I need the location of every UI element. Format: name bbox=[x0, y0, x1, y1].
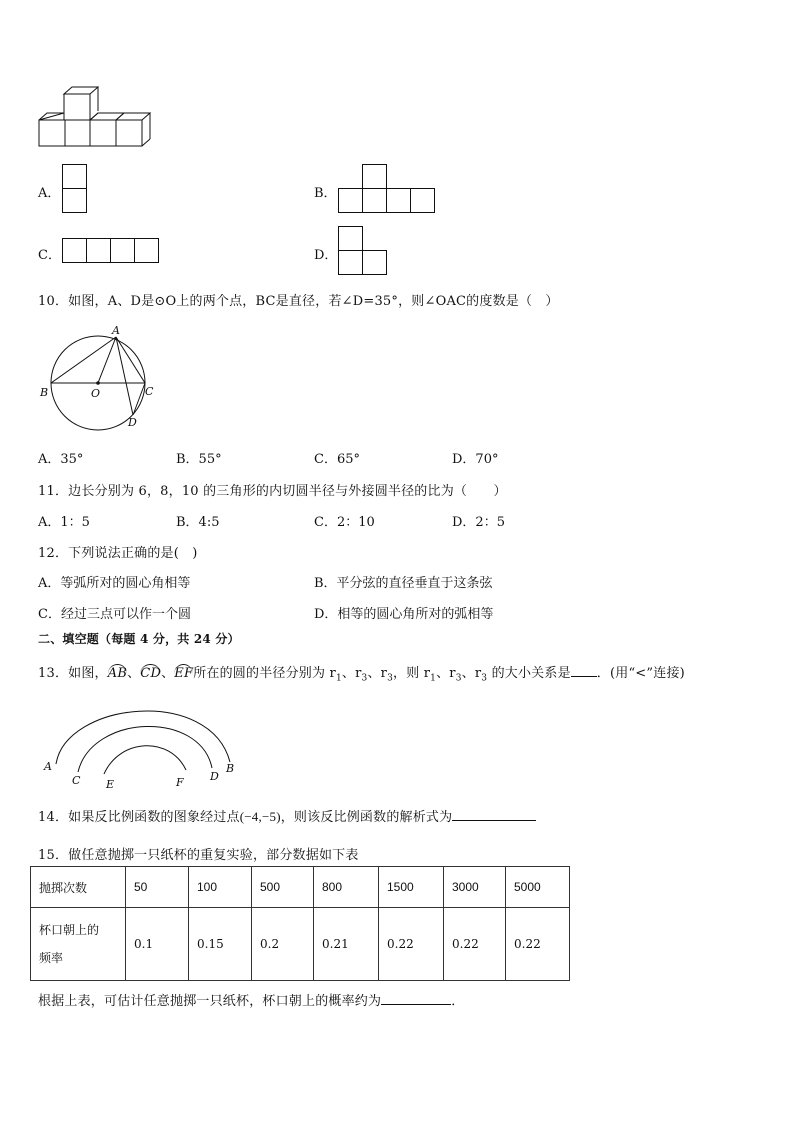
q10-label-d: D bbox=[128, 416, 137, 429]
q13-sep-1: 、 bbox=[127, 666, 141, 681]
q10-label-c: C bbox=[145, 385, 154, 398]
table-cell: 50 bbox=[126, 867, 189, 908]
q10-stem: 10．如图，A、D是⊙O上的两个点，BC是直径，若∠D=35°，则∠OAC的度数是（ ） bbox=[38, 294, 559, 309]
q10-label-o: O bbox=[91, 387, 101, 400]
q9-option-b-figure bbox=[338, 164, 436, 214]
q14-stem bbox=[38, 806, 536, 825]
table-cell: 5000 bbox=[506, 867, 570, 908]
q11-option-c: C．2：10 bbox=[314, 515, 375, 530]
q10-label-a: A bbox=[112, 324, 120, 337]
row-label-line-2: 频率 bbox=[39, 951, 64, 965]
q12-stem: 12．下列说法正确的是( ) bbox=[38, 546, 198, 561]
table-cell: 100 bbox=[189, 867, 252, 908]
q15-conclusion-end: ． bbox=[451, 994, 465, 1009]
q14-answer-blank[interactable] bbox=[452, 808, 536, 821]
q13-answer-blank[interactable] bbox=[571, 664, 597, 677]
q14-point: (−4,−5) bbox=[239, 809, 281, 824]
q13-label-b: B bbox=[226, 762, 235, 775]
q15-stem: 15．做任意抛掷一只纸杯的重复实验，部分数据如下表 bbox=[38, 848, 359, 863]
q10-label-b: B bbox=[40, 386, 49, 399]
table-header-frequency bbox=[31, 908, 126, 981]
q13-label-e: E bbox=[106, 778, 115, 791]
q9-option-d-label: D． bbox=[314, 248, 338, 263]
q13-arc-ab: AB bbox=[107, 666, 128, 681]
q13-label-d: D bbox=[210, 770, 219, 783]
q9-option-c-label: C． bbox=[38, 248, 61, 263]
table-cell: 0.22 bbox=[379, 908, 444, 981]
q14-tail: ，则该反比例函数的解析式为 bbox=[280, 810, 453, 825]
q9-option-b-label: B． bbox=[314, 186, 337, 201]
q9-option-c-figure bbox=[62, 238, 160, 264]
q15-frequency-table bbox=[30, 866, 570, 981]
table-row bbox=[31, 867, 570, 908]
section-title-fill-in: 二、填空题（每题 4 分，共 24 分） bbox=[38, 632, 240, 646]
q10-option-c: C．65° bbox=[314, 452, 360, 467]
q13-label-f: F bbox=[176, 776, 184, 789]
q9-option-a-figure bbox=[62, 164, 88, 214]
q15-answer-blank[interactable] bbox=[381, 992, 451, 1005]
q12-option-b: B．平分弦的直径垂直于这条弦 bbox=[314, 576, 493, 591]
q10-circle-figure bbox=[36, 322, 166, 432]
q12-option-d: D．相等的圆心角所对的弧相等 bbox=[314, 607, 494, 622]
q15-conclusion-text: 根据上表，可估计任意抛掷一只纸杯，杯口朝上的概率约为 bbox=[38, 994, 382, 1009]
table-cell: 0.2 bbox=[252, 908, 314, 981]
q13-arcs-figure bbox=[40, 692, 240, 790]
row-label-line-1: 杯口朝上的 bbox=[39, 923, 100, 937]
table-cell: 800 bbox=[314, 867, 379, 908]
table-cell: 0.22 bbox=[444, 908, 506, 981]
q9-option-a-label: A． bbox=[38, 186, 61, 201]
table-cell: 0.21 bbox=[314, 908, 379, 981]
q12-option-c: C．经过三点可以作一个圆 bbox=[38, 607, 191, 622]
q13-label-c: C bbox=[72, 774, 81, 787]
table-cell: 0.15 bbox=[189, 908, 252, 981]
q9-cube-figure bbox=[38, 86, 154, 148]
q15-conclusion bbox=[38, 990, 464, 1009]
q11-option-a: A．1：5 bbox=[38, 515, 90, 530]
q13-prefix: 13．如图， bbox=[38, 666, 108, 681]
q13-label-a: A bbox=[44, 760, 52, 773]
table-cell: 1500 bbox=[379, 867, 444, 908]
q14-stem-text: 14．如果反比例函数的图象经过点 bbox=[38, 810, 240, 825]
q13-arc-cd: CD bbox=[140, 666, 162, 681]
table-cell: 500 bbox=[252, 867, 314, 908]
q13-tail: ．(用“<”连接) bbox=[596, 666, 685, 681]
q11-option-d: D．2：5 bbox=[452, 515, 505, 530]
q13-arc-ef: EF bbox=[174, 666, 194, 681]
q10-option-b: B．55° bbox=[176, 452, 222, 467]
q11-option-b: B．4:5 bbox=[176, 515, 220, 530]
q11-stem: 11．边长分别为 6，8，10 的三角形的内切圆半径与外接圆半径的比为（ ） bbox=[38, 484, 507, 499]
table-header-count: 抛掷次数 bbox=[31, 867, 126, 908]
table-cell: 0.1 bbox=[126, 908, 189, 981]
table-cell: 3000 bbox=[444, 867, 506, 908]
q13-stem: 13．如图，AB、CD、EF所在的圆的半径分别为 $r_1$、$r_3$、$r_3$，则 $r_1$、$r_3$、$r_3$ 的大小关系是 ．(用“<”连接) bbox=[38, 666, 685, 684]
q9-option-d-figure bbox=[338, 226, 388, 276]
q13-sep-2: 、 bbox=[161, 666, 175, 681]
q13-middle: 所在的圆的半径分别为 r bbox=[193, 666, 336, 681]
q12-option-a: A．等弧所对的圆心角相等 bbox=[38, 576, 191, 591]
q10-option-a: A．35° bbox=[38, 452, 84, 467]
table-cell: 0.22 bbox=[506, 908, 570, 981]
q10-option-d: D．70° bbox=[452, 452, 499, 467]
table-row bbox=[31, 908, 570, 981]
